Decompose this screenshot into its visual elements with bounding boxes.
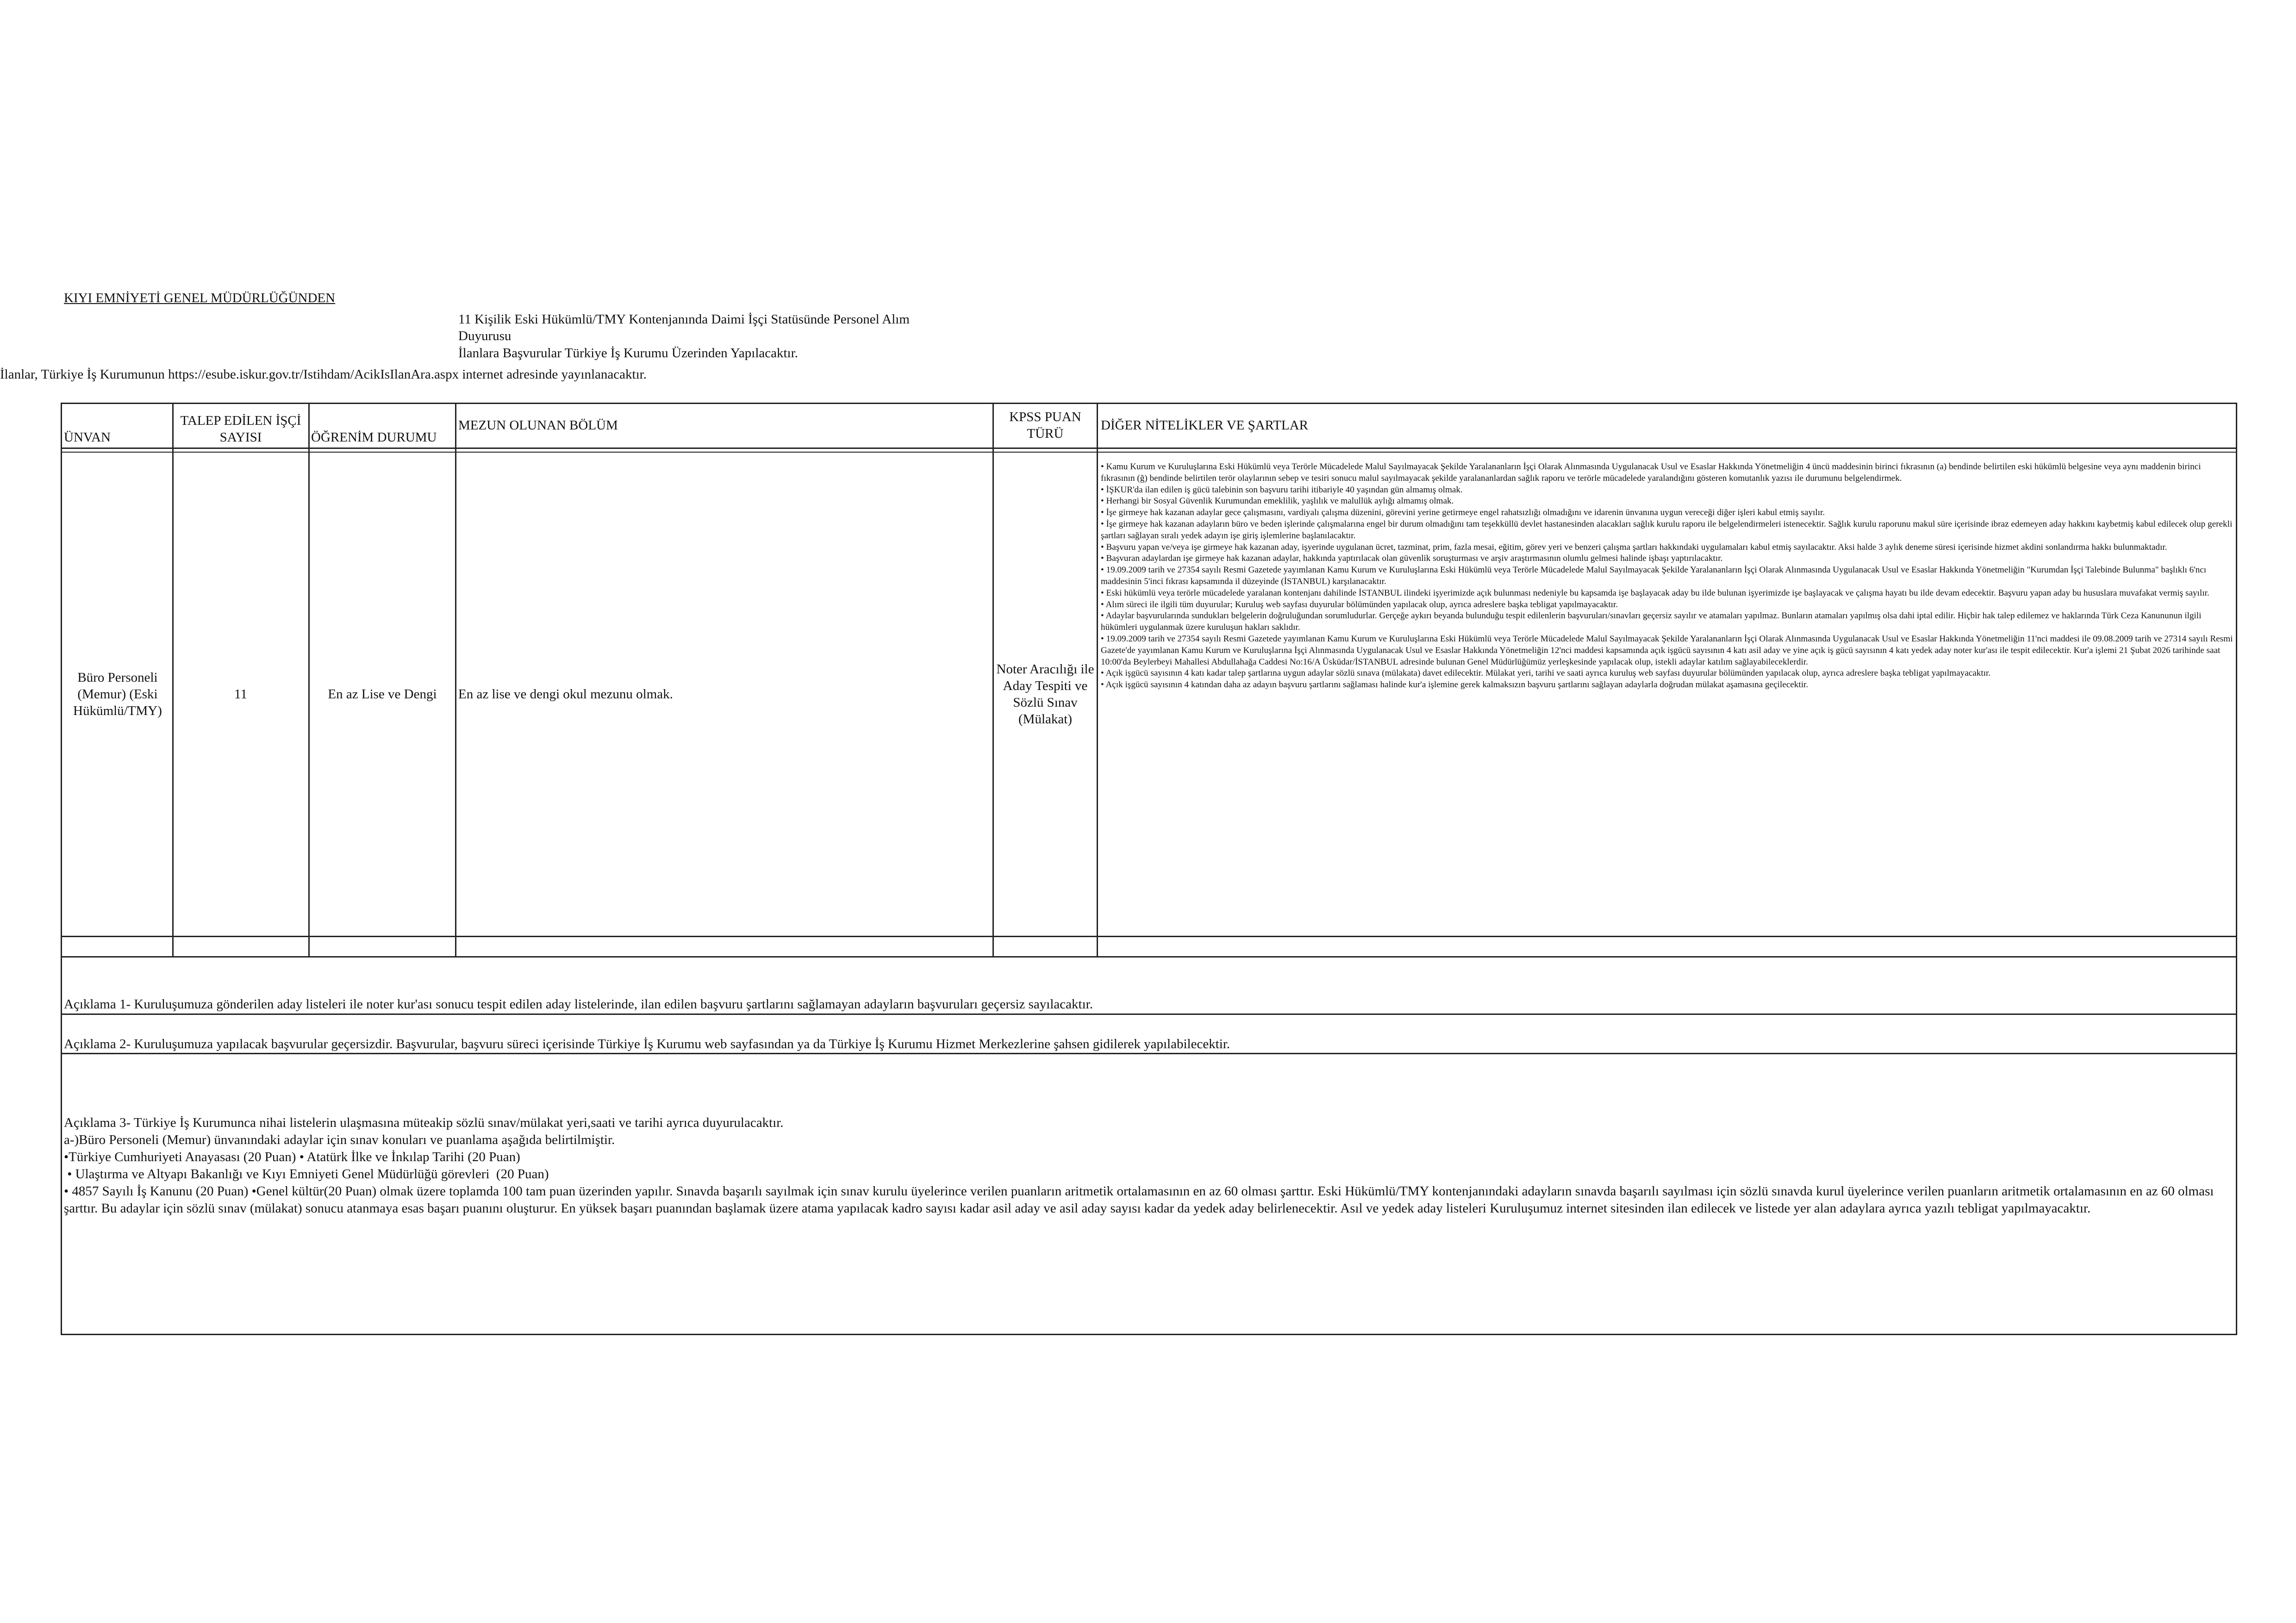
column-header-education xyxy=(311,405,450,446)
column-divider-4 xyxy=(992,403,994,956)
explanation-3-block xyxy=(64,1114,2235,1217)
announcement-title-line-1: 11 Kişilik Eski Hükümlü/TMY Kontenjanında Daimi İşçi Statüsünde Personel Alım xyxy=(458,312,910,327)
listing-url-line: İlanlar, Türkiye İş Kurumunun https://esube.iskur.gov.tr/Istihdam/AcikIsIlanAra.aspx internet adresinde yayınlanacaktır. xyxy=(0,367,647,382)
row-kpss-cell xyxy=(995,454,1095,935)
explanation-3-line: a-)Büro Personeli (Memur) ünvanındaki adaylar için sınav konuları ve puanlama aşağıda belirtilmiştir. xyxy=(64,1132,615,1147)
position-title: Büro Personeli (Memur) (Eski Hükümlü/TMY) xyxy=(73,670,162,718)
column-header-department xyxy=(458,405,991,446)
kpss-score-type: Noter Aracılığı ile Aday Tespiti ve Sözlü Sınav (Mülakat) xyxy=(996,662,1094,727)
column-divider-5 xyxy=(1097,403,1098,956)
condition-item: • Açık işgücü sayısının 4 katından daha az adayın başvuru şartlarını sağlaması halinde kur'a işlemine gerek kalmaksızın başvuru şartlarını sağlayan adaylarla doğrudan mülakat aşamasına geçilecektir. xyxy=(1101,680,1809,690)
column-header-requested-count-text: TALEP EDİLEN İŞÇİ SAYISI xyxy=(180,413,301,445)
condition-item: • 19.09.2009 tarih ve 27354 sayılı Resmi Gazetede yayımlanan Kamu Kurum ve Kuruluşlarına Eski Hükümlü veya Terörle Mücadelede Malul Sayılmayacak Şekilde Yaralananların İşçi Olarak Alınmasında Uygulanacak Usul ve Esaslar Hakkında Yönetmeliğin 11'nci maddesi ile 09.08.2009 tarih ve 27314 sayılı Resmi Gazete'de yayımlanan Kamu Kurum ve Kuruluşlarına İşçi Alınmasında Uygulanacak Usul ve Esaslar Hakkında Yönetmeliğin 12'nci maddesi kapsamında açık işgücü sayısının 4 katı asil aday ve yine açık iş gücü sayısının 4 katı yedek aday noter kur'ası ile tespit edilecektir. Kur'a işlemi 21 Şubat 2026 tarihinde saat 10:00'da Beylerbeyi Mahallesi Abdullahağa Caddesi No:16/A Üsküdar/İSTANBUL adresinde bulunan Genel Müdürlüğümüz yerleşkesinde yapılacak olup, istekli adaylar katılım sağlayabileceklerdir. xyxy=(1101,634,2233,667)
column-header-department-text: MEZUN OLUNAN BÖLÜM xyxy=(458,418,618,433)
condition-item: • Eski hükümlü veya terörle mücadelede yaralanan kontenjanı dahilinde İSTANBUL ilindeki işyerimizde açık bulunması nedeniyle bu kapsamda işe başlayacak aday bu ilde bulunan işyerimizde işe başlayacak ve çalışma hayatı bu ilde devam edecektir. Başvuru yapan aday bu hususlara muvafakat vermiş sayılır. xyxy=(1101,588,2209,598)
requested-count: 11 xyxy=(234,687,247,702)
condition-item: • Kamu Kurum ve Kuruluşlarına Eski Hükümlü veya Terörle Mücadelede Malul Sayılmayacak Şekilde Yaralananların İşçi Olarak Alınmasında Uygulanacak Usul ve Esaslar Hakkında Yönetmeliğin 4 üncü maddesinin birinci fıkrasının (a) bendinde belirtilen eski hükümlü belgesine veya aynı maddenin birinci fıkrasının (ğ) bendinde belirtilen terör olaylarının sebep ve tesiri sonucu malul sayılmayacak şekilde yaralananlardan sağlık raporu ve terörle mücadelede yaralandığını gösteren komutanlık yazısı ile durumunu belgelendirmek. xyxy=(1101,462,2201,483)
explanation-3-line: Açıklama 3- Türkiye İş Kurumunca nihai listelerin ulaşmasına müteakip sözlü sınav/mülakat yeri,saati ve tarihi ayrıca duyurulacaktır. xyxy=(64,1115,784,1130)
organization-title: KIYI EMNİYETİ GENEL MÜDÜRLÜĞÜNDEN xyxy=(64,291,336,305)
header-row-divider xyxy=(61,448,2237,449)
application-info-line: İlanlara Başvurular Türkiye İş Kurumu Üzerinden Yapılacaktır. xyxy=(458,346,798,361)
column-header-requested-count xyxy=(175,405,306,446)
row-education-cell xyxy=(311,454,454,935)
explanation-3-line: • Ulaştırma ve Altyapı Bakanlığı ve Kıyı Emniyeti Genel Müdürlüğü görevleri (20 Puan) xyxy=(64,1167,549,1181)
row-department-cell xyxy=(458,454,991,935)
header-row-divider-inner xyxy=(61,452,2237,453)
column-header-kpss xyxy=(996,405,1094,446)
explanation-3-line: •Türkiye Cumhuriyeti Anayasası (20 Puan) • Atatürk İlke ve İnkılap Tarihi (20 Puan) xyxy=(64,1150,520,1164)
conditions-list xyxy=(1101,461,2234,691)
column-header-title xyxy=(64,405,170,446)
condition-item: • 19.09.2009 tarih ve 27354 sayılı Resmi Gazetede yayımlanan Kamu Kurum ve Kuruluşlarına Eski Hükümlü veya Terörle Mücadelede Malul Sayılmayacak Şekilde Yaralananların İşçi Olarak Alınmasında Uygulanacak Usul ve Esaslar Hakkında Yönetmeliğin "Kurumdan İşçi Talebinde Bulunma" başlıklı 6'ncı maddesinin 5'inci fıkrası kapsamında il düzeyinde (İSTANBUL) karşılanacaktır. xyxy=(1101,565,2207,586)
data-row-divider xyxy=(61,936,2237,937)
condition-item: • Herhangi bir Sosyal Güvenlik Kurumundan emeklilik, yaşlılık ve malullük aylığı almamış olmak. xyxy=(1101,496,1454,506)
announcement-title-line-2: Duyurusu xyxy=(458,329,512,343)
graduated-department: En az lise ve dengi okul mezunu olmak. xyxy=(458,687,673,702)
column-header-kpss-text: KPSS PUAN TÜRÜ xyxy=(1009,410,1081,441)
condition-item: • Başvuru yapan ve/veya işe girmeye hak kazanan aday, işyerinde uygulanan ücret, tazminat, prim, fazla mesai, eğitim, görev yeri ve benzeri çalışma şartları hakkındaki uygulamaları kabul etmiş sayılacaktır. Aksi halde 3 aylık deneme süresi içerisinde hizmet akdini sonlandırma hakkı bulunmaktadır. xyxy=(1101,542,2167,552)
explanation-3-paragraph: • 4857 Sayılı İş Kanunu (20 Puan) •Genel kültür(20 Puan) olmak üzere toplamda 100 tam puan üzerinden yapılır. Sınavda başarılı sayılmak için sınav kurulu üyelerince verilen puanların aritmetik ortalamasının en az 60 olması şarttır. Eski Hükümlü/TMY kontenjanındaki adayların sınavda başarılı sayılması için sözlü sınavda kurul üyelerince verilen puanların aritmetik ortalamasının en az 60 olması şarttır. Bu adaylar için sözlü sınav (mülakat) sonucu atanmaya esas başarı puanını oluşturur. En yüksek başarı puanından başlamak üzere atama yapılacak kadro sayısı kadar asil aday ve asil aday sayısı kadar da yedek aday belirlenecektir. Asıl ve yedek aday listeleri Kuruluşumuz internet sitesinden ilan edilecek ve listede yer alan adaylara ayrıca yazılı tebligat yapılmayacaktır. xyxy=(64,1184,2214,1216)
column-header-education-text: ÖĞRENİM DURUMU xyxy=(311,430,437,445)
row-title-cell xyxy=(65,454,170,935)
column-divider-3 xyxy=(455,403,456,956)
empty-row-divider xyxy=(61,956,2237,958)
explanation-1: Açıklama 1- Kuruluşumuza gönderilen aday listeleri ile noter kur'ası sonucu tespit edilen aday listelerinde, ilan edilen başvuru şartlarını sağlamayan adayların başvuruları geçersiz sayılacaktır. xyxy=(64,997,1093,1012)
row-count-cell xyxy=(175,454,306,935)
condition-item: • Başvuran adaylardan işe girmeye hak kazanan adaylar, hakkında yaptırılacak olan güvenlik soruşturması ve arşiv araştırmasının olumlu gelmesi halinde işbaşı yaptırılacaktır. xyxy=(1101,553,1723,564)
condition-item: • İŞKUR'da ilan edilen iş gücü talebinin son başvuru tarihi itibariyle 40 yaşından gün almamış olmak. xyxy=(1101,485,1463,495)
condition-item: • İşe girmeye hak kazanan adaylar gece çalışmasını, vardiyalı çalışma düzenini, görevini yerine getirmeye engel rahatsızlığı olmadığını ve idarenin ünvanına uygun vereceği diğer işleri kabul etmiş sayılır. xyxy=(1101,508,1825,518)
column-header-title-text: ÜNVAN xyxy=(64,430,111,445)
column-divider-2 xyxy=(308,403,310,956)
explanation-1-divider xyxy=(61,1014,2237,1015)
column-divider-1 xyxy=(172,403,174,956)
column-header-other xyxy=(1101,405,2230,446)
education-level: En az Lise ve Dengi xyxy=(328,687,437,702)
condition-item: • Açık işgücü sayısının 4 katı kadar talep şartlarına uygun adaylar sözlü sınava (mülakata) davet edilecektir. Mülakat yeri, tarihi ve saati ayrıca kuruluş web sayfası duyurular bölümünden yapılacak olup, ayrıca adreslere başka tebligat yapılmayacaktır. xyxy=(1101,668,1991,678)
condition-item: • Alım süreci ile ilgili tüm duyurular; Kuruluş web sayfası duyurular bölümünden yapılacak olup, ayrıca adreslere başka tebligat yapılmayacaktır. xyxy=(1101,599,1618,609)
column-header-other-text: DİĞER NİTELİKLER VE ŞARTLAR xyxy=(1101,418,1308,433)
explanation-2: Açıklama 2- Kuruluşumuza yapılacak başvurular geçersizdir. Başvurular, başvuru süreci içerisinde Türkiye İş Kurumu web sayfasından ya da Türkiye İş Kurumu Hizmet Merkezlerine şahsen gidilerek yapılabilecektir. xyxy=(64,1037,1230,1051)
explanation-2-divider xyxy=(61,1053,2237,1054)
condition-item: • Adaylar başvurularında sundukları belgelerin doğruluğundan sorumludurlar. Gerçeğe aykırı beyanda bulunduğu tespit edilenlerin başvuruları/sınavları geçersiz sayılır ve atamaları yapılmaz. Bunların atamaları yapılmış olsa dahi iptal edilir. Hiçbir hak talep edilemez ve haklarında Türk Ceza Kanununun ilgili hükümleri uygulanmak üzere kuruluşun hakları saklıdır. xyxy=(1101,611,2202,633)
condition-item: • İşe girmeye hak kazanan adayların büro ve beden işlerinde çalışmalarına engel bir durum olmadığını tam teşekküllü devlet hastanesinden alacakları sağlık kurulu raporu ile belgelendirmeleri istenecektir. Sağlık kurulu raporunu makul süre içerisinde ibraz edemeyen aday hakkını kaybetmiş kabul edilecek olup gerekli şartları sağlayan sıralı yedek adayın işe giriş işlemlerine başlanılacaktır. xyxy=(1101,519,2233,541)
